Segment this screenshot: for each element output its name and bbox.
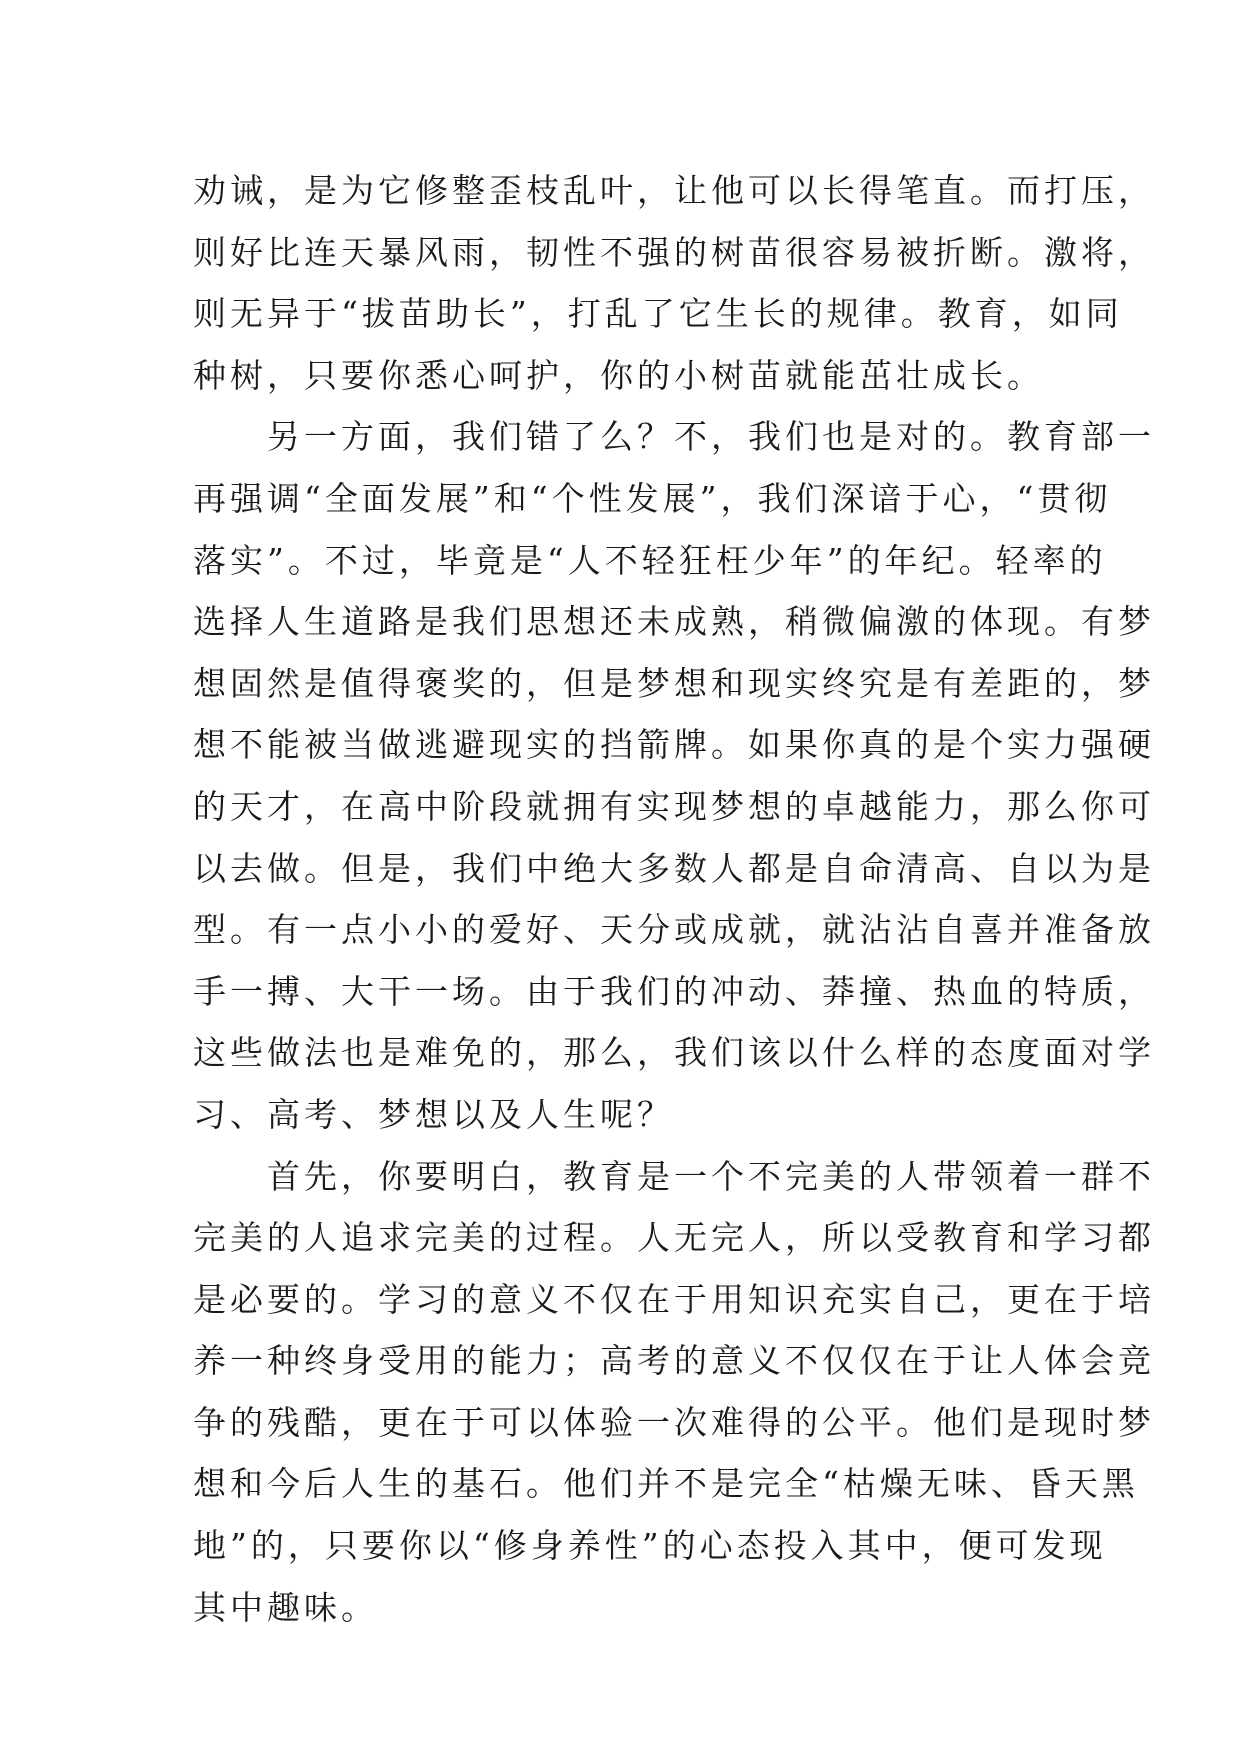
text-line: 其中趣味。 bbox=[193, 1587, 378, 1627]
text-line: 是必要的。学习的意义不仅在于用知识充实自己，更在于培 bbox=[193, 1279, 1155, 1319]
text-line: 则好比连天暴风雨，韧性不强的树苗很容易被折断。激将， bbox=[193, 232, 1155, 272]
text-line: 想和今后人生的基石。他们并不是完全“枯燥无味、昏天黑 bbox=[193, 1464, 1139, 1504]
text-line: 习、高考、梦想以及人生呢？ bbox=[193, 1094, 674, 1134]
text-line: 手一搏、大干一场。由于我们的冲动、莽撞、热血的特质， bbox=[193, 971, 1155, 1011]
text-line: 选择人生道路是我们思想还未成熟，稍微偏激的体现。有梦 bbox=[193, 602, 1155, 642]
text-line: 想固然是值得褒奖的，但是梦想和现实终究是有差距的，梦 bbox=[193, 663, 1155, 703]
text-line: 地”的，只要你以“修身养性”的心态投入其中，便可发现 bbox=[193, 1526, 1107, 1566]
text-line: 再强调“全面发展”和“个性发展”，我们深谙于心，“贯彻 bbox=[193, 478, 1112, 518]
text-line: 劝诫，是为它修整歪枝乱叶，让他可以长得笔直。而打压， bbox=[193, 171, 1155, 210]
text-line: 以去做。但是，我们中绝大多数人都是自命清高、自以为是 bbox=[193, 848, 1155, 888]
text-line: 想不能被当做逃避现实的挡箭牌。如果你真的是个实力强硬 bbox=[193, 725, 1155, 765]
paragraph-first-line: 另一方面，我们错了么？不，我们也是对的。教育部一 bbox=[267, 417, 1155, 457]
text-line: 型。有一点小小的爱好、天分或成就，就沾沾自喜并准备放 bbox=[193, 910, 1155, 950]
text-line: 完美的人追求完美的过程。人无完人，所以受教育和学习都 bbox=[193, 1218, 1155, 1258]
paragraph-first-line: 首先，你要明白，教育是一个不完美的人带领着一群不 bbox=[267, 1156, 1155, 1196]
text-line: 的天才，在高中阶段就拥有实现梦想的卓越能力，那么你可 bbox=[193, 786, 1155, 826]
text-line: 争的残酷，更在于可以体验一次难得的公平。他们是现时梦 bbox=[193, 1402, 1155, 1442]
body-text bbox=[193, 160, 1155, 1638]
text-line: 种树，只要你悉心呵护，你的小树苗就能茁壮成长。 bbox=[193, 355, 1044, 395]
text-line: 养一种终身受用的能力；高考的意义不仅仅在于让人体会竞 bbox=[193, 1341, 1155, 1381]
text-line: 落实”。不过，毕竟是“人不轻狂枉少年”的年纪。轻率的 bbox=[193, 540, 1107, 580]
text-line: 这些做法也是难免的，那么，我们该以什么样的态度面对学 bbox=[193, 1033, 1155, 1073]
text-line: 则无异于“拔苗助长”，打乱了它生长的规律。教育，如同 bbox=[193, 294, 1123, 334]
